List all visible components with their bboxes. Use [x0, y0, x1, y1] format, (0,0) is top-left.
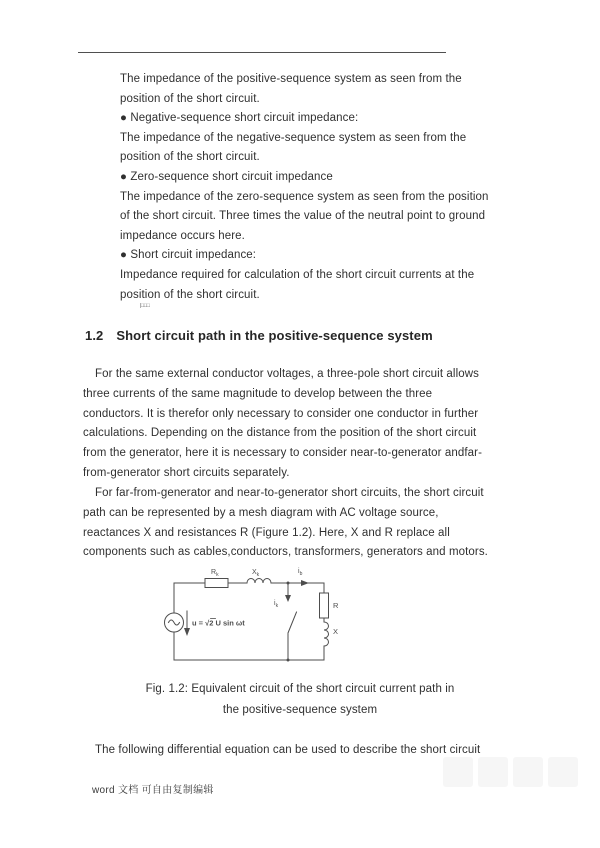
paragraph-1 — [83, 365, 482, 484]
figure-caption — [0, 679, 600, 721]
footer-note: word 文档 可自由复制编辑 — [92, 785, 214, 796]
label-source-voltage: u = √2 U sin ωt — [192, 618, 245, 628]
section-number: 1.2 — [85, 328, 104, 343]
paragraph-3 — [95, 741, 480, 761]
paragraph-line: path can be represented by a mesh diagram with AC voltage source, — [83, 506, 439, 519]
current-arrow-ib — [301, 580, 309, 586]
label-ik: $i_k$ — [274, 600, 279, 609]
caption-line: Fig. 1.2: Equivalent circuit of the short circuit current path in — [145, 683, 455, 695]
paragraph-2 — [83, 484, 488, 563]
paragraph-line: from-generator short circuits separately. — [83, 466, 290, 479]
label-xk: $X_k$ — [252, 569, 260, 578]
comment-marker-artifact: |□□□ — [140, 303, 150, 309]
paragraph-line: reactances X and resistances R (Figure 1.2). Here, X and R replace all — [83, 526, 450, 539]
label-x: X — [333, 627, 339, 636]
intro-line: position of the short circuit. — [120, 92, 260, 105]
paragraph-line: For the same external conductor voltages, a three-pole short circuit allows — [95, 368, 479, 380]
intro-line: The impedance of the positive-sequence system as seen from the — [120, 73, 462, 85]
voltage-arrowhead — [184, 628, 190, 636]
paragraph-line: components such as cables,conductors, transformers, generators and motors. — [83, 546, 488, 559]
inductor-x — [324, 622, 329, 646]
paragraph-line: conductors. It is therefor only necessary to consider one conductor in further — [83, 407, 479, 420]
label-ib: $i_b$ — [298, 568, 303, 577]
paragraph-line: three currents of the same magnitude to develop between the three — [83, 387, 433, 400]
intro-line: Impedance required for calculation of the short circuit currents at the — [120, 268, 475, 281]
caption-line: the positive-sequence system — [222, 704, 378, 716]
current-arrow-ik — [285, 595, 291, 602]
intro-line: position of the short circuit. — [120, 151, 260, 164]
section-title: Short circuit path in the positive-sequence system — [116, 328, 433, 343]
intro-line: The impedance of the negative-sequence system as seen from the — [120, 131, 467, 144]
intro-line-bullet: ● Zero-sequence short circuit impedance — [120, 170, 333, 183]
intro-line: position of the short circuit. — [120, 288, 260, 301]
header-rule — [78, 52, 446, 53]
watermark — [443, 757, 578, 787]
resistor-rk — [205, 579, 228, 588]
paragraph-line: For far-from-generator and near-to-generator short circuits, the short circuit — [95, 487, 484, 499]
switch-icon — [288, 612, 297, 660]
watermark-glyph — [478, 757, 508, 787]
watermark-glyph — [548, 757, 578, 787]
paragraph-line: The following differential equation can be used to describe the short circuit — [95, 744, 481, 756]
intro-line-bullet: ● Negative-sequence short circuit impedance: — [120, 112, 359, 125]
label-rk: $R_k$ — [211, 569, 219, 578]
watermark-glyph — [443, 757, 473, 787]
sine-glyph — [169, 620, 180, 625]
intro-block — [120, 70, 489, 305]
paragraph-line: calculations. Depending on the distance from the position of the short circuit — [83, 427, 477, 440]
inductor-xk — [247, 579, 271, 584]
section-heading — [85, 328, 433, 343]
resistor-r — [320, 593, 329, 618]
intro-line-bullet: ● Short circuit impedance: — [120, 249, 257, 262]
intro-line: impedance occurs here. — [120, 229, 245, 242]
intro-line: The impedance of the zero-sequence system as seen from the position — [120, 190, 489, 203]
circuit-figure — [150, 558, 370, 673]
watermark-glyph — [513, 757, 543, 787]
paragraph-line: from the generator, here it is necessary to consider near-to-generator andfar- — [83, 447, 483, 460]
label-r: R — [333, 601, 339, 610]
intro-line: of the short circuit. Three times the value of the neutral point to ground — [120, 210, 486, 223]
